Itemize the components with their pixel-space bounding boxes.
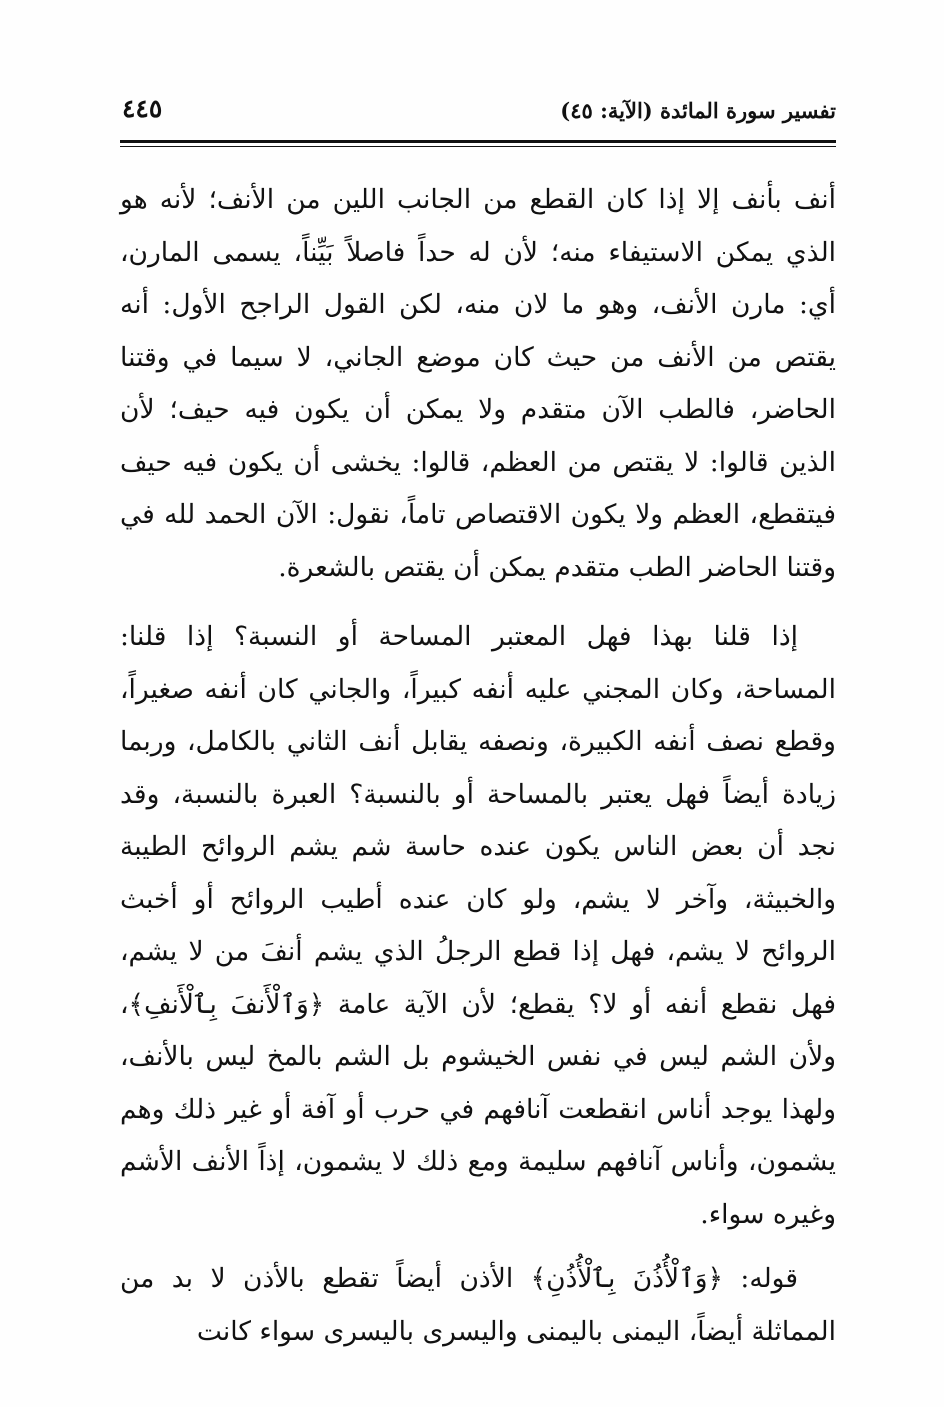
paragraph-3: قوله: ﴿وَٱلْأُذُنَ بِٱلْأُذُنِ﴾ الأذن أيضاً تقطع بالأذن لا بد من المماثلة أيضاً، اليمنى باليمنى واليسرى باليسرى سواء كانت bbox=[120, 1263, 836, 1347]
page-number: ٤٤٥ bbox=[122, 94, 163, 123]
header-rule-thick bbox=[120, 140, 836, 143]
page-header bbox=[118, 92, 836, 132]
paragraph-1: أنف بأنف إلا إذا كان القطع من الجانب اللين من الأنف؛ لأنه هو الذي يمكن الاستيفاء منه؛ لأن له حداً فاصلاً بَيِّناً، يسمى المارن، أي: مارن الأنف، وهو ما لان منه، لكن القول الراجح الأول: أنه يقتص من الأنف من حيث كان موضع الجاني، لا سيما في وقتنا الحاضر، فالطب الآن متقدم ولا يمكن أن يكون فيه حيف؛ لأن الذين قالوا: لا يقتص من العظم، قالوا: يخشى أن يكون فيه حيف فيتقطع، العظم ولا يكون الاقتصاص تاماً، نقول: الآن الحمد لله في وقتنا الحاضر الطب متقدم يمكن أن يقتص بالشعرة. bbox=[120, 184, 836, 583]
paragraph-2: إذا قلنا بهذا فهل المعتبر المساحة أو النسبة؟ إذا قلنا: المساحة، وكان المجني عليه أنفه كبيراً، والجاني كان أنفه صغيراً، وقطع نصف أنفه الكبيرة، ونصفه يقابل أنف الثاني بالكامل، وربما زيادة أيضاً فهل يعتبر بالمساحة أو بالنسبة؟ العبرة بالنسبة، وقد نجد أن بعض الناس يكون عنده حاسة شم يشم الروائح الطيبة والخبيثة، وآخر لا يشم، ولو كان عنده أطيب الروائح أو أخبث الروائح لا يشم، فهل إذا قطع الرجلُ الذي يشم أنفَ من لا يشم، فهل نقطع أنفه أو لا؟ يقطع؛ لأن الآية عامة ﴿وَٱلْأَنفَ بِٱلْأَنفِ﴾، ولأن الشم ليس في نفس الخيشوم بل الشم بالمخ ليس بالأنف، ولهذا يوجد أناس انقطعت آنافهم في حرب أو آفة أو غير ذلك وهم يشمون، وأناس آنافهم سليمة ومع ذلك لا يشمون، إذاً الأنف الأشم وغيره سواء. bbox=[120, 621, 836, 1230]
page-body bbox=[120, 174, 836, 1358]
running-title: تفسير سورة المائدة (الآية: ٤٥) bbox=[560, 98, 836, 123]
header-rule-thin bbox=[120, 146, 836, 147]
